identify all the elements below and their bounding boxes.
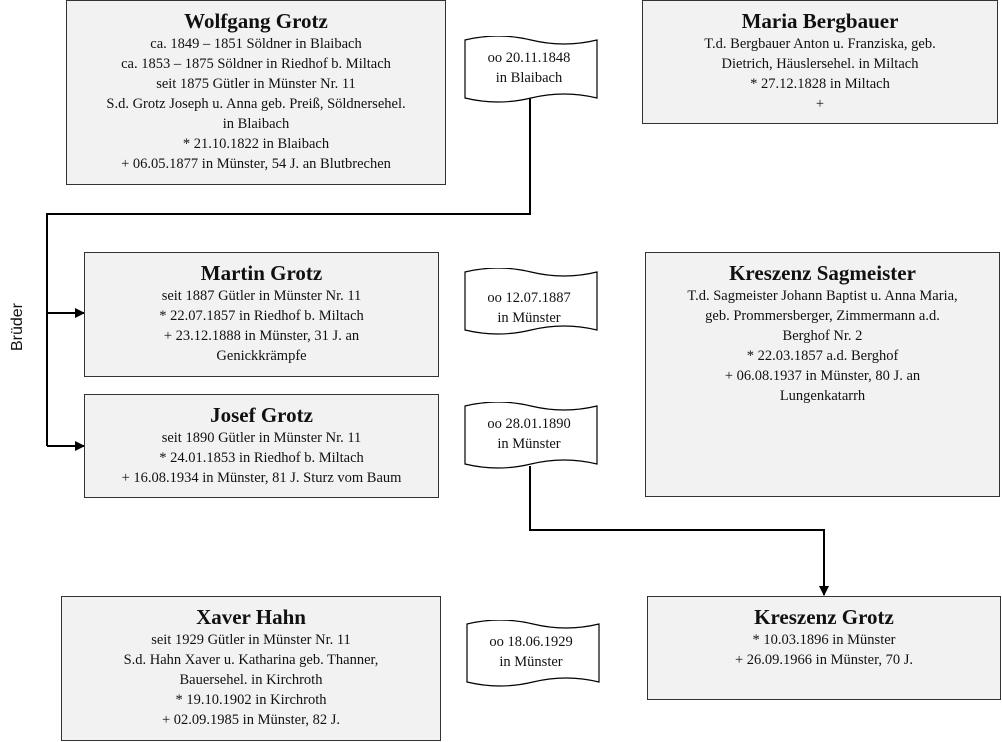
person-name: Wolfgang Grotz — [184, 9, 328, 33]
person-detail: S.d. Grotz Joseph u. Anna geb. Preiß, Söldnersehel. — [106, 96, 406, 112]
person-detail: + 23.12.1888 in Münster, 31 J. an — [163, 328, 360, 344]
marriage-scroll-2 — [464, 268, 600, 336]
person-detail: * 21.10.1822 in Blaibach — [182, 136, 330, 152]
person-detail: seit 1890 Gütler in Münster Nr. 11 — [161, 430, 362, 446]
person-name: Kreszenz Sagmeister — [729, 261, 916, 285]
person-detail: seit 1887 Gütler in Münster Nr. 11 — [161, 288, 362, 304]
person-detail: seit 1929 Gütler in Münster Nr. 11 — [151, 632, 351, 648]
marriage-date: oo 20.11.1848 — [487, 50, 571, 66]
person-detail: * 24.01.1853 in Riedhof b. Miltach — [159, 450, 364, 466]
person-detail: in Blaibach — [222, 116, 290, 132]
person-name: Josef Grotz — [210, 403, 313, 427]
person-detail: * 19.10.1902 in Kirchroth — [175, 692, 327, 708]
person-detail: Bauersehel. in Kirchroth — [179, 672, 323, 688]
marriage-place: in Münster — [497, 436, 561, 452]
marriage-place: in Münster — [497, 310, 561, 326]
person-box-martin-grotz — [84, 252, 439, 377]
person-detail: S.d. Hahn Xaver u. Katharina geb. Thanner, — [123, 652, 379, 668]
person-box-maria-bergbauer — [642, 0, 998, 124]
marriage-scroll-3 — [464, 402, 600, 470]
marriage-place: in Blaibach — [495, 70, 563, 86]
person-box-wolfgang-grotz — [66, 0, 446, 185]
person-detail: ca. 1849 – 1851 Söldner in Blaibach — [150, 36, 362, 52]
person-detail: Berghof Nr. 2 — [782, 328, 863, 344]
person-detail: + 26.09.1966 in Münster, 70 J. — [735, 652, 913, 668]
marriage-scroll-1 — [464, 36, 600, 104]
person-detail: geb. Prommersberger, Zimmermann a.d. — [705, 308, 940, 324]
brothers-label: Brüder — [9, 302, 26, 352]
person-box-kreszenz-sagmeister — [645, 252, 1000, 497]
person-name: Martin Grotz — [200, 261, 323, 285]
person-detail: * 22.07.1857 in Riedhof b. Miltach — [159, 308, 364, 324]
person-name: Xaver Hahn — [196, 605, 306, 629]
person-detail: + — [815, 96, 825, 112]
person-box-josef-grotz — [84, 394, 439, 498]
person-detail: T.d. Bergbauer Anton u. Franziska, geb. — [704, 36, 936, 52]
person-name: Kreszenz Grotz — [754, 605, 894, 629]
marriage-date: oo 28.01.1890 — [487, 416, 571, 432]
person-detail: Genickkrämpfe — [216, 348, 307, 364]
person-box-xaver-hahn — [61, 596, 441, 741]
person-detail: + 06.08.1937 in Münster, 80 J. an — [724, 368, 921, 384]
marriage-date: oo 18.06.1929 — [489, 634, 573, 650]
person-detail: ca. 1853 – 1875 Söldner in Riedhof b. Miltach — [121, 56, 391, 72]
person-box-kreszenz-grotz — [647, 596, 1001, 700]
person-detail: + 06.05.1877 in Münster, 54 J. an Blutbrechen — [121, 156, 391, 172]
marriage-place: in Münster — [499, 654, 563, 670]
person-detail: + 02.09.1985 in Münster, 82 J. — [162, 712, 340, 728]
person-detail: * 10.03.1896 in Münster — [752, 632, 896, 648]
person-detail: Dietrich, Häuslersehel. in Miltach — [721, 56, 919, 72]
person-detail: Lungenkatarrh — [779, 388, 866, 404]
marriage-date: oo 12.07.1887 — [487, 290, 571, 306]
marriage-scroll-4 — [466, 620, 602, 688]
person-name: Maria Bergbauer — [741, 9, 899, 33]
person-detail: * 27.12.1828 in Miltach — [750, 76, 890, 92]
person-detail: seit 1875 Gütler in Münster Nr. 11 — [156, 76, 356, 92]
person-detail: + 16.08.1934 in Münster, 81 J. Sturz vom Baum — [121, 470, 402, 486]
person-detail: T.d. Sagmeister Johann Baptist u. Anna Maria, — [687, 288, 958, 304]
person-detail: * 22.03.1857 a.d. Berghof — [746, 348, 899, 364]
